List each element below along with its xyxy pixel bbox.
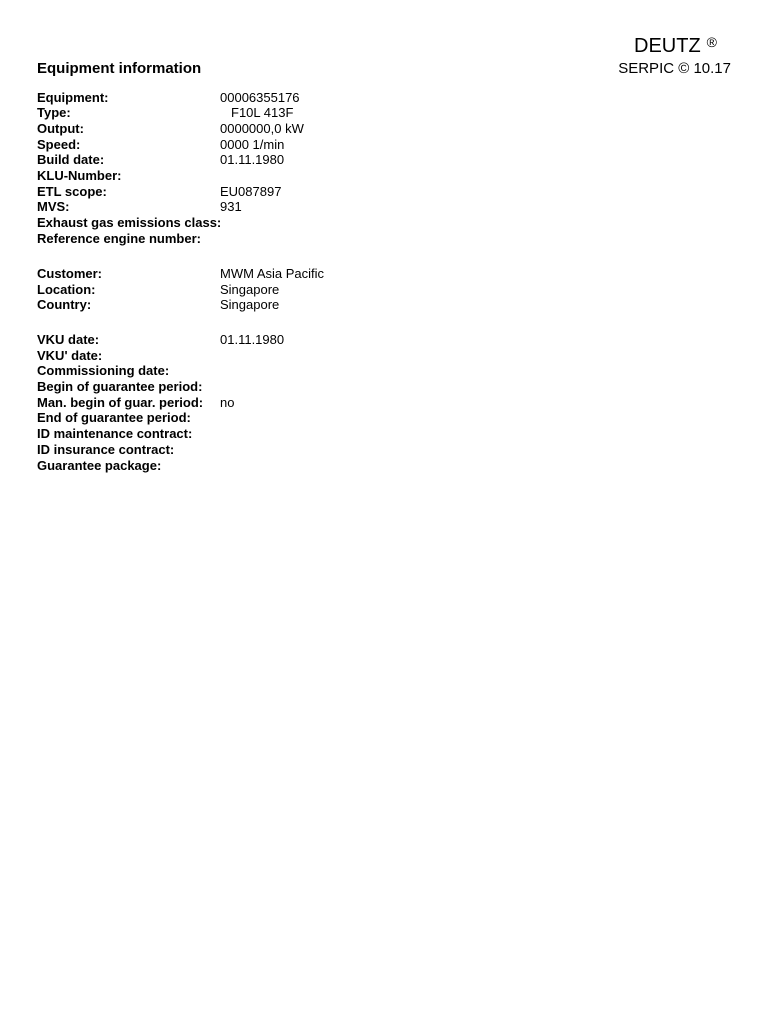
field-label: Build date: <box>37 152 105 168</box>
field-value: 0000 1/min <box>220 136 285 152</box>
field-value <box>220 168 517 184</box>
field-label: Location: <box>37 281 96 297</box>
speed-row <box>37 137 517 153</box>
dates-section <box>37 332 517 473</box>
equipment-row <box>37 90 517 106</box>
field-value: 01.11.1980 <box>220 152 285 168</box>
field-label: Equipment: <box>37 89 109 105</box>
brand-name: DEUTZ <box>634 35 701 57</box>
field-value: MWM Asia Pacific <box>220 266 325 281</box>
commissioning-date-row <box>37 363 517 379</box>
field-value <box>220 379 517 395</box>
customer-section <box>37 266 517 313</box>
field-label: Begin of guarantee period: <box>37 379 203 395</box>
field-value <box>220 426 517 442</box>
manual-guarantee-begin-row <box>37 395 517 411</box>
guarantee-package-row <box>37 458 517 474</box>
vku-prime-date-row <box>37 348 517 364</box>
klu-number-row <box>37 168 517 184</box>
field-value: 01.11.1980 <box>220 332 285 347</box>
field-value <box>220 231 517 247</box>
field-label: ID maintenance contract: <box>37 426 193 442</box>
field-value: 00006355176 <box>220 89 300 105</box>
field-label: KLU-Number: <box>37 167 122 183</box>
equipment-section <box>37 90 517 247</box>
field-label: Reference engine number: <box>37 230 201 246</box>
mvs-row <box>37 199 517 215</box>
field-label: Man. begin of guar. period: <box>37 394 204 410</box>
field-value: Singapore <box>220 281 280 297</box>
field-value <box>220 215 517 231</box>
brand-logo <box>634 33 717 59</box>
field-label: VKU date: <box>37 332 100 347</box>
guarantee-end-row <box>37 410 517 426</box>
type-row <box>37 105 517 121</box>
output-row <box>37 121 517 137</box>
location-row <box>37 282 517 298</box>
guarantee-begin-row <box>37 379 517 395</box>
field-value <box>220 410 517 426</box>
field-value: Singapore <box>220 297 280 313</box>
version-label: SERPIC © 10.17 <box>618 60 731 77</box>
field-label: Guarantee package: <box>37 457 162 473</box>
field-label: VKU' date: <box>37 347 103 363</box>
field-label: Output: <box>37 120 84 136</box>
field-value: 0000000,0 kW <box>220 120 304 136</box>
field-label: Speed: <box>37 136 81 152</box>
emissions-class-row <box>37 215 517 231</box>
field-label: MVS: <box>37 199 70 215</box>
vku-date-row <box>37 332 517 348</box>
field-value <box>220 458 517 474</box>
field-label: Customer: <box>37 266 103 281</box>
field-value: F10L 413F <box>231 105 294 121</box>
customer-row <box>37 266 517 282</box>
reference-engine-row <box>37 231 517 247</box>
insurance-contract-row <box>37 442 517 458</box>
build-date-row <box>37 152 517 168</box>
field-label: Type: <box>37 105 71 121</box>
field-label: ETL scope: <box>37 183 107 199</box>
etl-scope-row <box>37 184 517 200</box>
field-label: Country: <box>37 297 92 313</box>
field-label: End of guarantee period: <box>37 410 191 426</box>
field-value <box>220 348 517 364</box>
maintenance-contract-row <box>37 426 517 442</box>
field-label: ID insurance contract: <box>37 441 175 457</box>
field-label: Exhaust gas emissions class: <box>37 215 222 230</box>
country-row <box>37 297 517 313</box>
field-value: EU087897 <box>220 183 282 199</box>
page-title: Equipment information <box>37 60 202 77</box>
field-value <box>220 442 517 458</box>
field-value <box>220 363 517 379</box>
registered-mark: ® <box>706 34 717 50</box>
field-label: Commissioning date: <box>37 363 170 379</box>
field-value: 931 <box>220 199 242 215</box>
field-value: no <box>220 394 235 410</box>
